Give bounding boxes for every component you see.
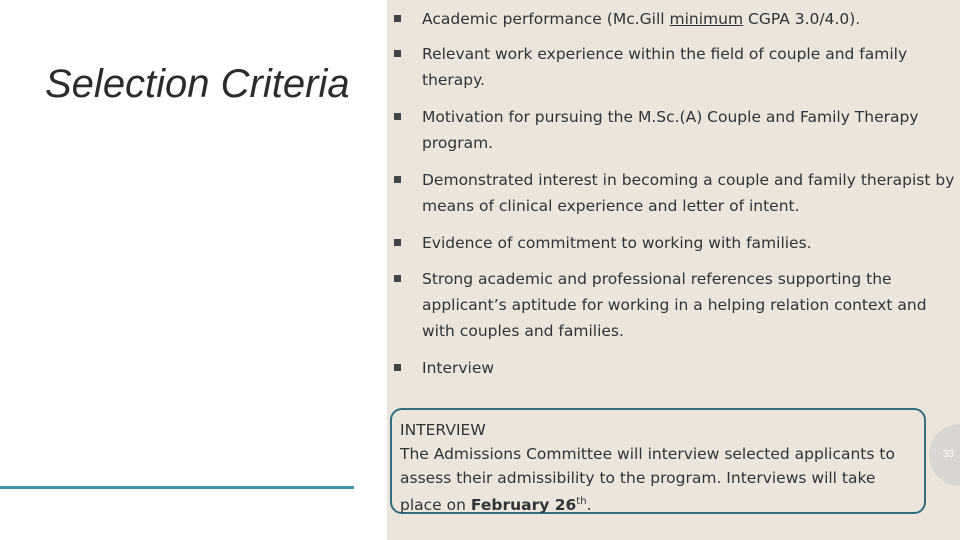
square-bullet-icon xyxy=(394,364,401,371)
bullet-text: Academic performance (Mc.Gill xyxy=(422,10,670,28)
date-suffix: th xyxy=(576,496,587,507)
interview-callout xyxy=(390,408,926,514)
bullet-text: Evidence of commitment to working with families. xyxy=(422,234,812,252)
list-item xyxy=(422,266,957,344)
page-number: 33 xyxy=(943,449,955,460)
callout-body: The Admissions Committee will interview selected applicants to assess their admissibility to the program. Interviews will take place on xyxy=(400,445,895,515)
bullet-text: Relevant work experience within the field of couple and family therapy. xyxy=(422,45,908,89)
square-bullet-icon xyxy=(394,275,401,282)
bullet-text: Motivation for pursuing the M.Sc.(A) Couple and Family Therapy program. xyxy=(422,108,919,152)
interview-date: February 26 xyxy=(470,496,577,515)
square-bullet-icon xyxy=(394,176,401,183)
list-item xyxy=(422,41,957,93)
bullet-text-end: CGPA 3.0/4.0). xyxy=(743,10,861,28)
list-item xyxy=(422,104,957,156)
slide-title: Selection Criteria xyxy=(45,62,350,106)
accent-line xyxy=(0,486,354,489)
square-bullet-icon xyxy=(394,239,401,246)
list-item xyxy=(422,6,957,32)
bullet-text: Demonstrated interest in becoming a couple and family therapist by means of clinical experience and letter of intent. xyxy=(422,171,955,215)
callout-end: . xyxy=(586,496,592,515)
list-item xyxy=(422,355,957,381)
list-item xyxy=(422,167,957,219)
square-bullet-icon xyxy=(394,113,401,120)
bullet-text: Strong academic and professional references supporting the applicant’s aptitude for working in a helping relation context and with couples and families. xyxy=(422,270,927,340)
square-bullet-icon xyxy=(394,15,401,22)
bullet-text: Interview xyxy=(422,359,495,377)
list-item xyxy=(422,230,957,256)
callout-heading: INTERVIEW xyxy=(400,421,486,439)
square-bullet-icon xyxy=(394,50,401,57)
underlined-word: minimum xyxy=(669,10,744,28)
